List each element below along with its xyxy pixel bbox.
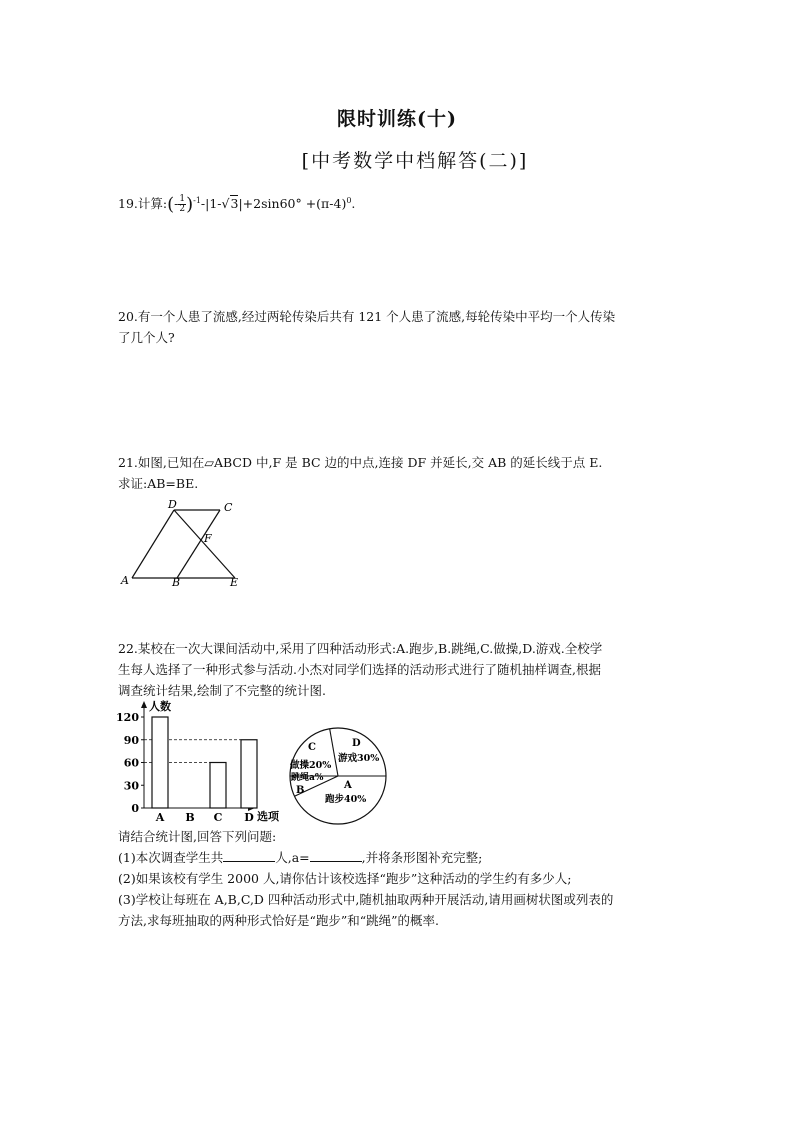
q22-part1-c: ,并将条形图补充完整;: [361, 850, 483, 865]
q19-exponent-zero: 0: [346, 196, 352, 205]
bar-category-label: A: [155, 811, 165, 824]
label-d: D: [168, 498, 177, 511]
q20-line1: 20.有一个人患了流感,经过两轮传染后共有 121 个人患了流感,每轮传染中平均一个人传染: [118, 309, 616, 324]
bar-c: [210, 763, 226, 809]
pie-chart: [286, 724, 391, 829]
question-19: 19.计算:(- $\frac{1}{2}$ )$^{-1}-|1-√3|+2\sin 60^\circ +(\pi-4)^0$.: [118, 194, 356, 216]
q20-line2: 了几个人?: [118, 330, 175, 345]
question-21: [118, 452, 698, 494]
pie-label-b: 跳绳a%: [291, 773, 324, 783]
q19-sqrt: 3: [230, 196, 239, 212]
q22-after-chart: 请结合统计图,回答下列问题:: [118, 829, 277, 844]
bar-y-tick-label: 120: [116, 711, 139, 724]
pie-label-c-name: C: [308, 742, 316, 753]
bar-y-tick-label: 0: [131, 802, 139, 815]
q22-part1-a: (1)本次调查学生共: [118, 850, 224, 865]
label-b: B: [172, 576, 181, 589]
question-22: [118, 638, 698, 701]
q22-part3-line1: (3)学校让每班在 A,B,C,D 四种活动形式中,随机抽取两种开展活动,请用画树状图或列表的: [118, 892, 614, 907]
answer-blank-total: [223, 861, 275, 862]
bar-d: [241, 740, 257, 808]
q19-frac-num: 1: [179, 194, 186, 205]
q19-end: .: [351, 196, 356, 212]
q19-frac-den: 2: [179, 204, 186, 215]
page-title: 限时训练(十): [337, 108, 457, 130]
bar-y-tick-label: 30: [123, 779, 139, 793]
page-subtitle: [中考数学中档解答(二)]: [301, 150, 529, 172]
bar-chart: [116, 700, 286, 825]
bar-y-tick-label: 90: [123, 733, 139, 747]
q22-part1: [118, 847, 718, 868]
pie-label-b-name: B: [296, 785, 305, 796]
bar-x-label: 选项: [257, 810, 279, 823]
q22-line1: 22.某校在一次大课间活动中,采用了四种活动形式:A.跑步,B.跳绳,C.做操,D.游戏.全校学: [118, 641, 603, 656]
label-c: C: [224, 501, 233, 514]
q21-line2: 求证:AB=BE.: [118, 476, 199, 491]
bar-y-label: 人数: [149, 700, 171, 713]
label-a: A: [121, 574, 129, 587]
pie-label-d-name: D: [352, 738, 361, 749]
q22-line3: 调查统计结果,绘制了不完整的统计图.: [118, 683, 326, 698]
bar-category-label: D: [244, 811, 254, 824]
bar-category-label: C: [213, 811, 223, 824]
q22-part3-line2: 方法,求每班抽取的两种形式恰好是“跑步”和“跳绳”的概率.: [118, 913, 440, 928]
answer-blank-a: [310, 861, 362, 862]
q19-fraction: [178, 195, 186, 214]
segment-ad: [132, 510, 174, 578]
question-20: [118, 306, 698, 348]
label-f: F: [204, 532, 212, 545]
q19-suffix: |+2sin60° +(π-4): [238, 196, 347, 212]
q19-exponent: -1: [193, 196, 201, 205]
bar-category-label: B: [185, 811, 195, 824]
pie-label-c: 做操20%: [290, 760, 332, 771]
q19-prefix: 19.计算:: [118, 196, 168, 212]
q19-middle: -|1-: [200, 196, 222, 212]
bar-y-arrow: [141, 701, 147, 708]
pie-label-d: 游戏30%: [338, 753, 380, 764]
label-e: E: [230, 576, 239, 589]
q21-line1: 21.如图,已知在▱ABCD 中,F 是 BC 边的中点,连接 DF 并延长,交 AB 的延长线于点 E.: [118, 455, 603, 470]
pie-label-a-name: A: [344, 780, 352, 791]
bar-a: [152, 717, 168, 808]
pie-label-a: 跑步40%: [325, 794, 367, 805]
q22-part2: (2)如果该校有学生 2000 人,请你估计该校选择“跑步”这种活动的学生约有多少人;: [118, 871, 572, 886]
bar-y-tick-label: 60: [123, 756, 139, 770]
parallelogram-figure: [118, 498, 258, 590]
q22-line2: 生每人选择了一种形式参与活动.小杰对同学们选择的活动形式进行了随机抽样调查,根据: [118, 662, 601, 677]
question-22-parts: [118, 826, 718, 931]
q22-part1-b: 人,a=: [275, 850, 310, 865]
